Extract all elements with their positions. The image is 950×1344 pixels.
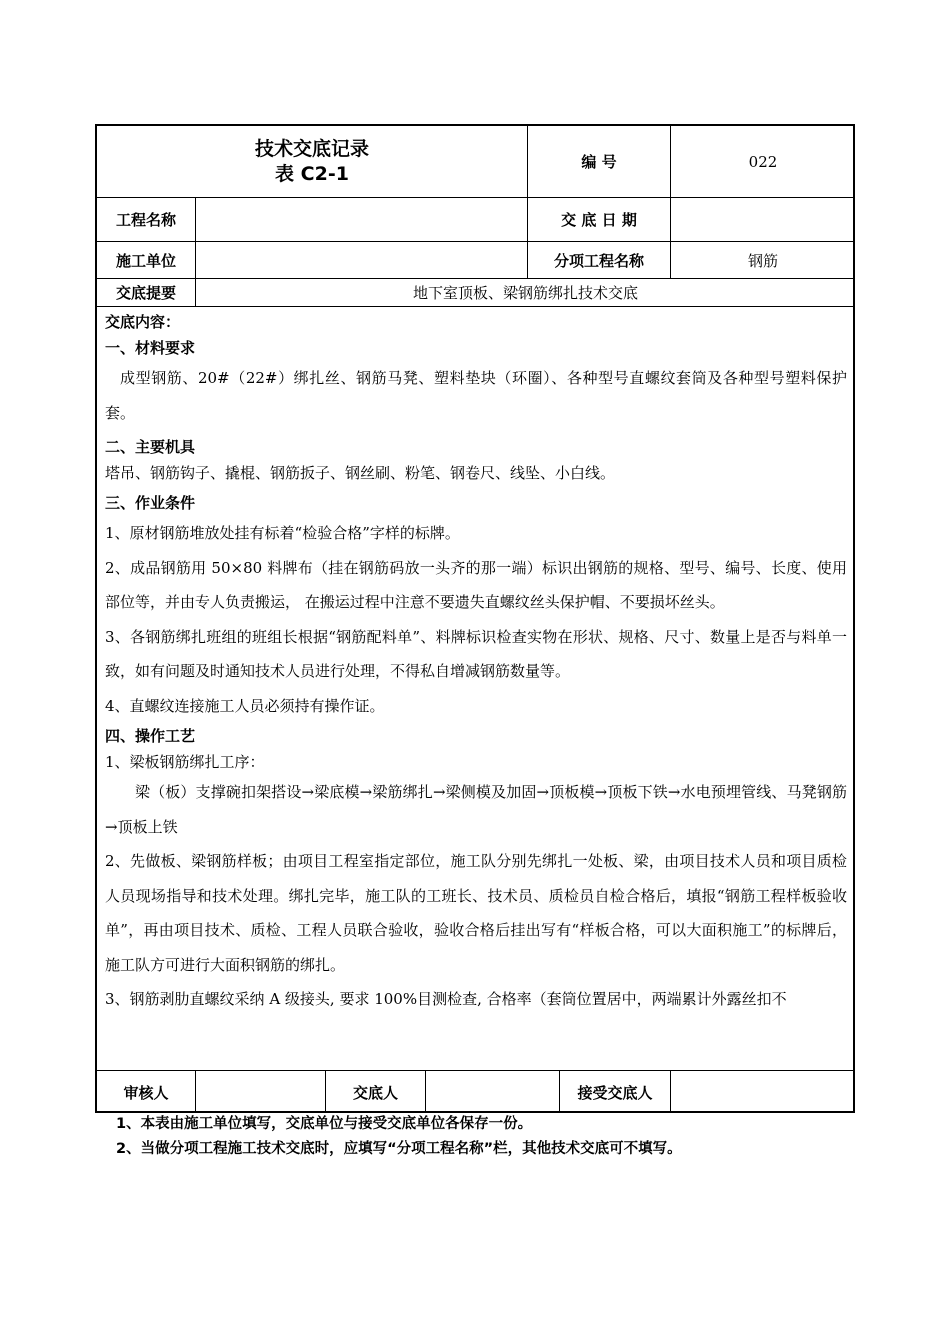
disclosure-date-label: 交 底 日 期 xyxy=(561,211,637,229)
construction-unit-field[interactable] xyxy=(196,242,527,278)
form-title-line1: 技术交底记录 xyxy=(254,137,369,160)
technical-disclosure-form xyxy=(95,124,855,1113)
receiver-field[interactable] xyxy=(671,1071,855,1113)
section-3-item-3: 3、各钢筋绑扎班组的班组长根据“钢筋配料单”、料牌标识检查实物在形状、规格、尺寸、数量上是否与料单一致，如有问题及时通知技术人员进行处理，不得私自增减钢筋数量等。 xyxy=(105,627,847,680)
section-3-title: 三、作业条件 xyxy=(105,494,196,512)
section-4-process: 梁（板）支撑碗扣架搭设→梁底模→梁筋绑扎→梁侧模及加固→顶板模→顶板下铁→水电预埋管线、马凳钢筋→顶板上铁 xyxy=(105,783,847,836)
section-3-item-4: 4、直螺纹连接施工人员必须持有操作证。 xyxy=(105,696,385,715)
section-2-text: 塔吊、钢筋钩子、撬棍、钢筋扳子、钢丝刷、粉笔、钢卷尺、线坠、小白线。 xyxy=(105,464,616,482)
form-title xyxy=(97,126,527,197)
number-label: 编 号 xyxy=(581,153,617,171)
section-4-item-1: 1、梁板钢筋绑扎工序： xyxy=(105,753,265,771)
sub-project-label: 分项工程名称 xyxy=(553,251,644,270)
construction-unit-label: 施工单位 xyxy=(115,251,176,270)
discloser-label: 交底人 xyxy=(352,1083,398,1102)
disclosure-content xyxy=(105,309,847,1056)
note-1: 1、本表由施工单位填写，交底单位与接受交底单位各保存一份。 xyxy=(116,1116,533,1132)
section-1-text: 成型钢筋、20#（22#）绑扎丝、钢筋马凳、塑料垫块（环圈）、各种型号直螺纹套筒及各种型号塑料保护套。 xyxy=(105,369,847,422)
project-name-label: 工程名称 xyxy=(115,211,176,229)
section-2-title: 二、主要机具 xyxy=(105,438,196,456)
disclosure-date-field[interactable] xyxy=(671,198,855,241)
form-title-line2: 表 C2-1 xyxy=(275,162,349,185)
number-value[interactable]: 022 xyxy=(748,152,778,171)
section-1-title: 一、材料要求 xyxy=(105,339,196,357)
sub-project-field[interactable]: 钢筋 xyxy=(747,251,778,270)
form-notes xyxy=(116,1112,876,1162)
section-3-item-1: 1、原材钢筋堆放处挂有标着“检验合格”字样的标牌。 xyxy=(105,524,460,542)
reviewer-field[interactable] xyxy=(196,1071,325,1113)
reviewer-label: 审核人 xyxy=(123,1083,169,1102)
summary-field[interactable]: 地下室顶板、梁钢筋绑扎技术交底 xyxy=(412,284,638,302)
section-4-item-3: 3、钢筋剥肋直螺纹采纳 A 级接头, 要求 100%目测检查, 合格率（套筒位置居中，两端累计外露丝扣不 xyxy=(105,990,787,1008)
content-heading: 交底内容： xyxy=(105,313,181,331)
receiver-label: 接受交底人 xyxy=(577,1083,653,1102)
section-3-item-2: 2、成品钢筋用 50×80 料牌布（挂在钢筋码放一头齐的那一端）标识出钢筋的规格、型号、编号、长度、使用部位等，并由专人负责搬运， 在搬运过程中注意不要遗失直螺纹丝头保护帽、不要损坏丝头。 xyxy=(105,558,847,611)
project-name-field[interactable] xyxy=(196,198,527,241)
discloser-field[interactable] xyxy=(426,1071,559,1113)
summary-label: 交底提要 xyxy=(115,284,176,302)
section-4-title: 四、操作工艺 xyxy=(105,727,196,745)
note-2: 2、当做分项工程施工技术交底时，应填写“分项工程名称”栏，其他技术交底可不填写。 xyxy=(116,1141,682,1157)
section-4-item-2: 2、先做板、梁钢筋样板；由项目工程室指定部位，施工队分别先绑扎一处板、梁，由项目技术人员和项目质检人员现场指导和技术处理。绑扎完毕，施工队的工班长、技术员、质检员自检合格后，填报“钢筋工程样板验收单”，再由项目技术、质检、工程人员联合验收，验收合格后挂出写有“样板合格，可以大面积施工”的标牌后，施工队方可进行大面积钢筋的绑扎。 xyxy=(105,852,847,974)
row-divider xyxy=(97,306,855,307)
